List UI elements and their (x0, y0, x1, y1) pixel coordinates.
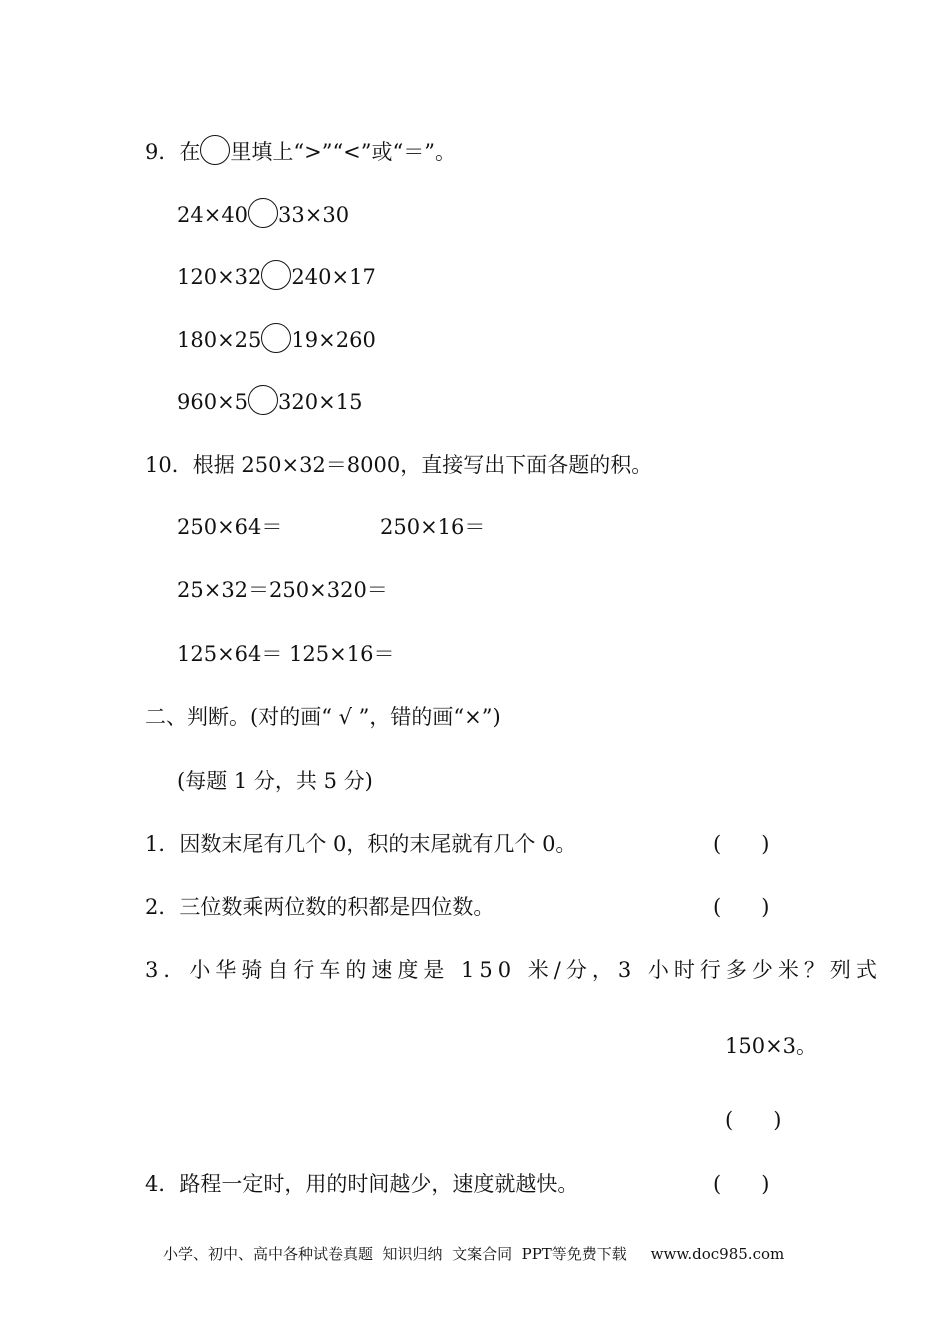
q9-row (177, 385, 362, 415)
circle-blank-icon (200, 135, 230, 165)
judge-item: 1．因数末尾有几个 0，积的末尾就有几个 0。 (145, 832, 577, 856)
section-title: 二、判断。(对的画“ √ ”，错的画“×”) (145, 705, 501, 729)
page-footer: 小学、初中、高中各种试卷真题 知识归纳 文案合同 PPT等免费下载 www.doc985.com (163, 1245, 785, 1263)
circle-blank-icon[interactable] (248, 385, 278, 415)
answer-paren[interactable]: ( ) (713, 832, 770, 856)
q9-row-right: 320×15 (278, 390, 363, 414)
section-score: (每题 1 分，共 5 分) (177, 769, 373, 793)
q9-row-right: 19×260 (291, 328, 376, 352)
q9-row-left: 24×40 (177, 203, 249, 227)
q10-instruction: 10．根据 250×32＝8000，直接写出下面各题的积。 (145, 453, 653, 477)
q9-row (177, 260, 376, 290)
circle-blank-icon[interactable] (261, 323, 291, 353)
q10-item: 250×16＝ (380, 515, 486, 539)
q9-row-right: 240×17 (291, 265, 376, 289)
q9-row-left: 960×5 (177, 390, 249, 414)
judge-item: 2．三位数乘两位数的积都是四位数。 (145, 895, 495, 919)
q9-row-left: 120×32 (177, 265, 262, 289)
q10-item: 25×32＝250×320＝ (177, 578, 388, 602)
judge-item-continuation: 150×3。 (725, 1034, 818, 1058)
q9-suffix: 里填上“>”“<”或“＝”。 (230, 140, 456, 164)
answer-paren[interactable]: ( ) (713, 895, 770, 919)
judge-item: 3．小华骑自行车的速度是 150 米/分，3 小时行多少米？列式 (145, 958, 882, 982)
q9-row (177, 323, 376, 353)
q9-instruction (145, 135, 456, 165)
answer-paren[interactable]: ( ) (725, 1108, 782, 1132)
circle-blank-icon[interactable] (248, 198, 278, 228)
answer-paren[interactable]: ( ) (713, 1172, 770, 1196)
q9-row-left: 180×25 (177, 328, 262, 352)
judge-item: 4．路程一定时，用的时间越少，速度就越快。 (145, 1172, 579, 1196)
circle-blank-icon[interactable] (261, 260, 291, 290)
q9-row (177, 198, 349, 228)
q9-prefix: 9．在 (145, 140, 201, 164)
q10-item: 125×64＝ 125×16＝ (177, 642, 395, 666)
q9-row-right: 33×30 (278, 203, 350, 227)
q10-item: 250×64＝ (177, 515, 283, 539)
